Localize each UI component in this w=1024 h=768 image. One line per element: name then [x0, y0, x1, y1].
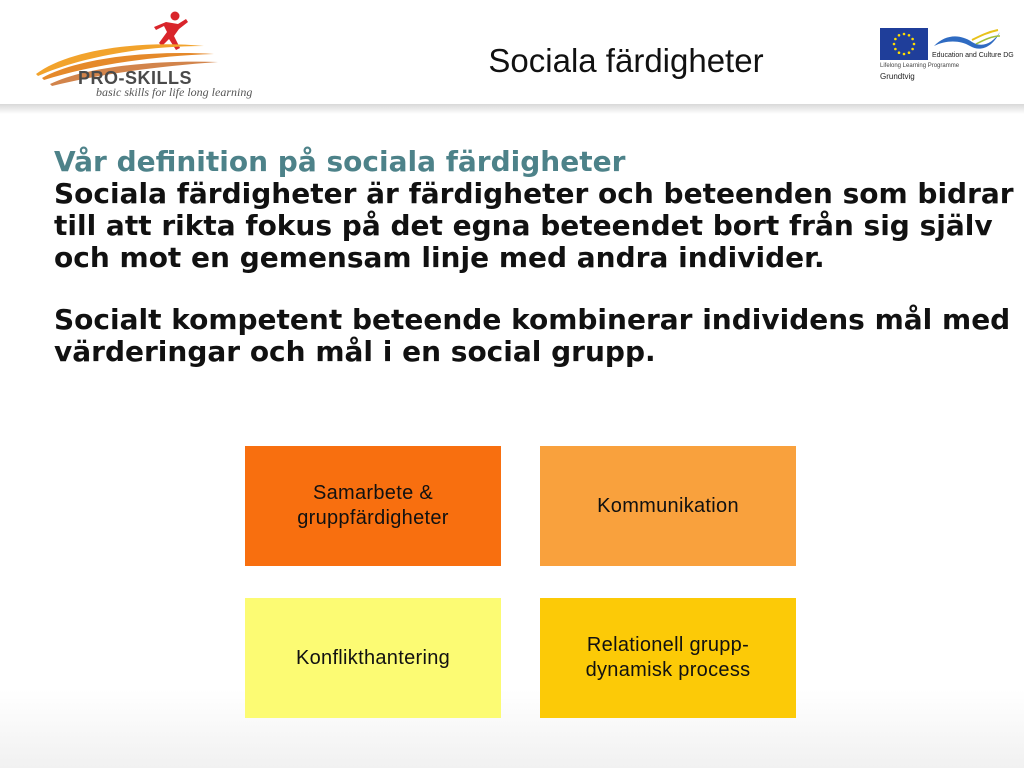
pro-skills-logo [28, 4, 268, 100]
eu-logo [878, 26, 1014, 84]
header-bar [0, 0, 1024, 104]
main-text [54, 146, 1014, 368]
competence-text: Socialt kompetent beteende kombinerar individens mål med värderingar och mål i en social grupp. [54, 303, 1011, 368]
logo-name: PRO-SKILLS [78, 68, 193, 88]
logo-tagline: basic skills for life long learning [96, 85, 253, 99]
definition-text: Sociala färdigheter är färdigheter och beteenden som bidrar till att rikta fokus på det egna beteendet bort från sig själv och mot en gemensam linje med andra individer. [54, 177, 1014, 274]
competence-paragraph [54, 304, 1014, 368]
eu-grundtvig-label: Grundtvig [880, 72, 915, 81]
box-samarbete: Samarbete & gruppfärdigheter [245, 446, 501, 566]
eu-dg-label: Education and Culture DG [932, 52, 1014, 59]
definition-heading: Vår definition på sociala färdigheter [54, 145, 626, 178]
eu-llp-label: Lifelong Learning Programme [880, 63, 960, 69]
definition-paragraph [54, 146, 1014, 274]
box-kommunikation: Kommunikation [540, 446, 796, 566]
box-relationell: Relationell grupp- dynamisk process [540, 598, 796, 718]
eu-flag-icon [880, 28, 928, 60]
header-divider [0, 104, 1024, 114]
box-konflikthantering: Konflikthantering [245, 598, 501, 718]
page-title: Sociala färdigheter [488, 42, 764, 79]
culture-wave-icon [932, 26, 1002, 52]
